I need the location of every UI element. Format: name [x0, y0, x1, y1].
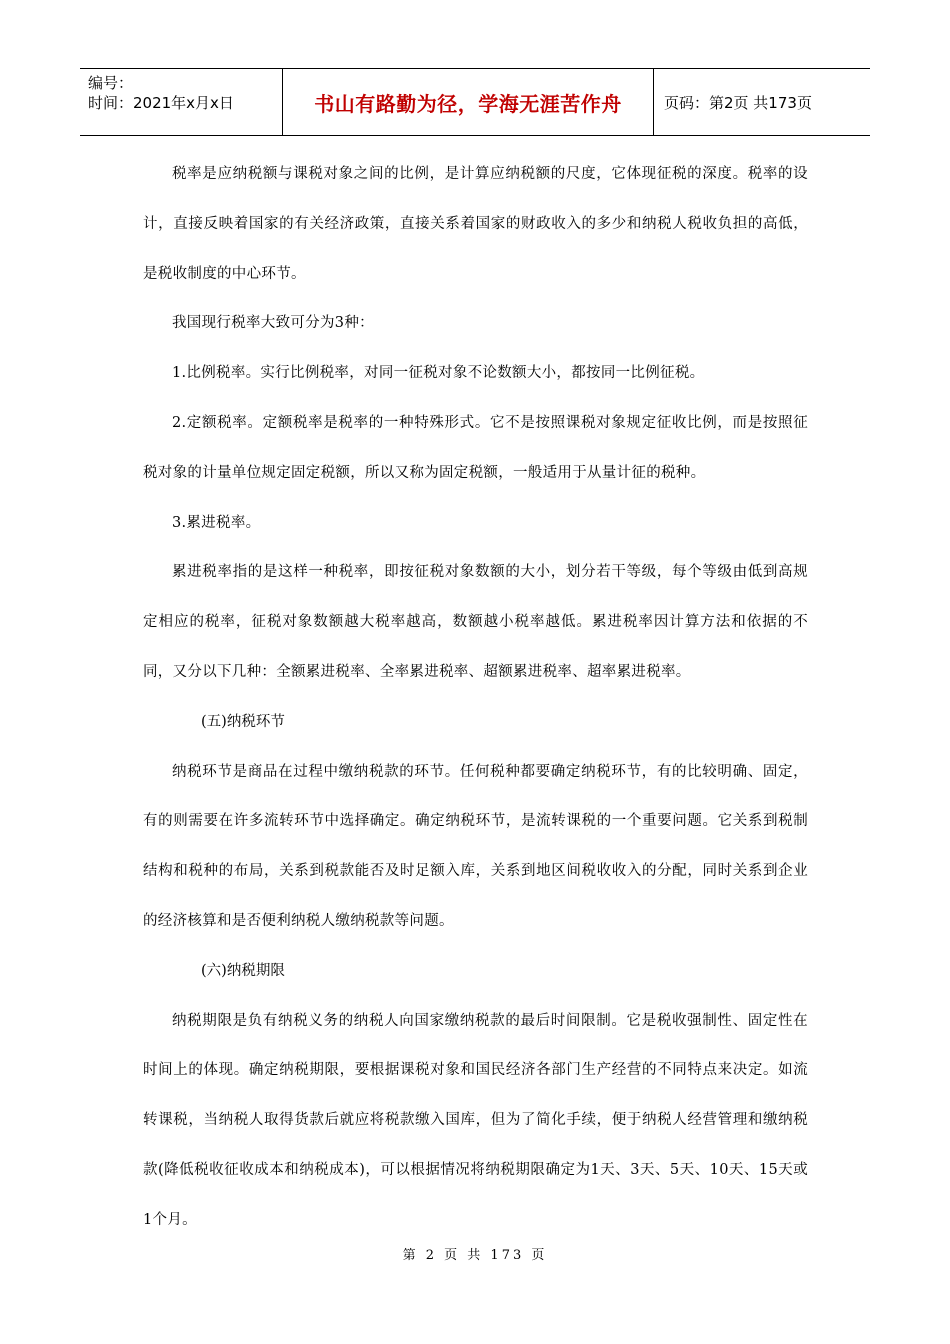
document-date: 时间：2021年x月x日	[88, 94, 234, 112]
paragraph-tax-link: 纳税环节是商品在过程中缴纳税款的环节。任何税种都要确定纳税环节，有的比较明确、固定，有的则需要在许多流转环节中选择确定。确定纳税环节，是流转课税的一个重要问题。它关系到税制结构和税种的布局，关系到税款能否及时足额入库，关系到地区间税收收入的分配，同时关系到企业的经济核算和是否便利纳税人缴纳税款等问题。	[143, 763, 808, 929]
section-heading-tax-link: (五)纳税环节	[201, 713, 285, 730]
paragraph-tax-rate-types-intro: 我国现行税率大致可分为3种：	[172, 315, 374, 332]
header-meta	[80, 69, 282, 135]
paragraph-progressive-rate: 累进税率指的是这样一种税率，即按征税对象数额的大小，划分若干等级，每个等级由低到高规定相应的税率，征税对象数额越大税率越高，数额越小税率越低。累进税率因计算方法和依据的不同，又分以下几种：全额累进税率、全率累进税率、超额累进税率、超率累进税率。	[143, 564, 808, 680]
paragraph-fixed-rate: 2.定额税率。定额税率是税率的一种特殊形式。它不是按照课税对象规定征收比例，而是按照征税对象的计量单位规定固定税额，所以又称为固定税额，一般适用于从量计征的税种。	[143, 414, 808, 481]
section-heading-tax-period: (六)纳税期限	[201, 962, 285, 979]
paragraph-proportional-rate: 1.比例税率。实行比例税率，对同一征税对象不论数额大小，都按同一比例征税。	[172, 365, 705, 382]
document-number-label: 编号：	[88, 74, 134, 92]
page-header	[80, 68, 870, 136]
header-motto-cell	[282, 69, 654, 135]
paragraph-tax-period: 纳税期限是负有纳税义务的纳税人向国家缴纳税款的最后时间限制。它是税收强制性、固定性在时间上的体现。确定纳税期限，要根据课税对象和国民经济各部门生产经营的不同特点来决定。如流转课税，当纳税人取得货款后就应将税款缴入国库，但为了简化手续，便于纳税人经营管理和缴纳税款(降低税收征收成本和纳税成本)，可以根据情况将纳税期限确定为1天、3天、5天、10天、15天或1个月。	[143, 1012, 808, 1228]
header-page-info: 页码：第2页 共173页	[664, 93, 812, 112]
header-motto: 书山有路勤为径，学海无涯苦作舟	[314, 91, 622, 116]
paragraph-tax-rate-definition: 税率是应纳税额与课税对象之间的比例，是计算应纳税额的尺度，它体现征税的深度。税率的设计，直接反映着国家的有关经济政策，直接关系着国家的财政收入的多少和纳税人税收负担的高低，是税收制度的中心环节。	[143, 166, 808, 282]
document-body	[143, 150, 808, 1246]
paragraph-progressive-rate-heading: 3.累进税率。	[172, 514, 261, 531]
page-footer: 第 2 页 共 173 页	[402, 1248, 548, 1263]
